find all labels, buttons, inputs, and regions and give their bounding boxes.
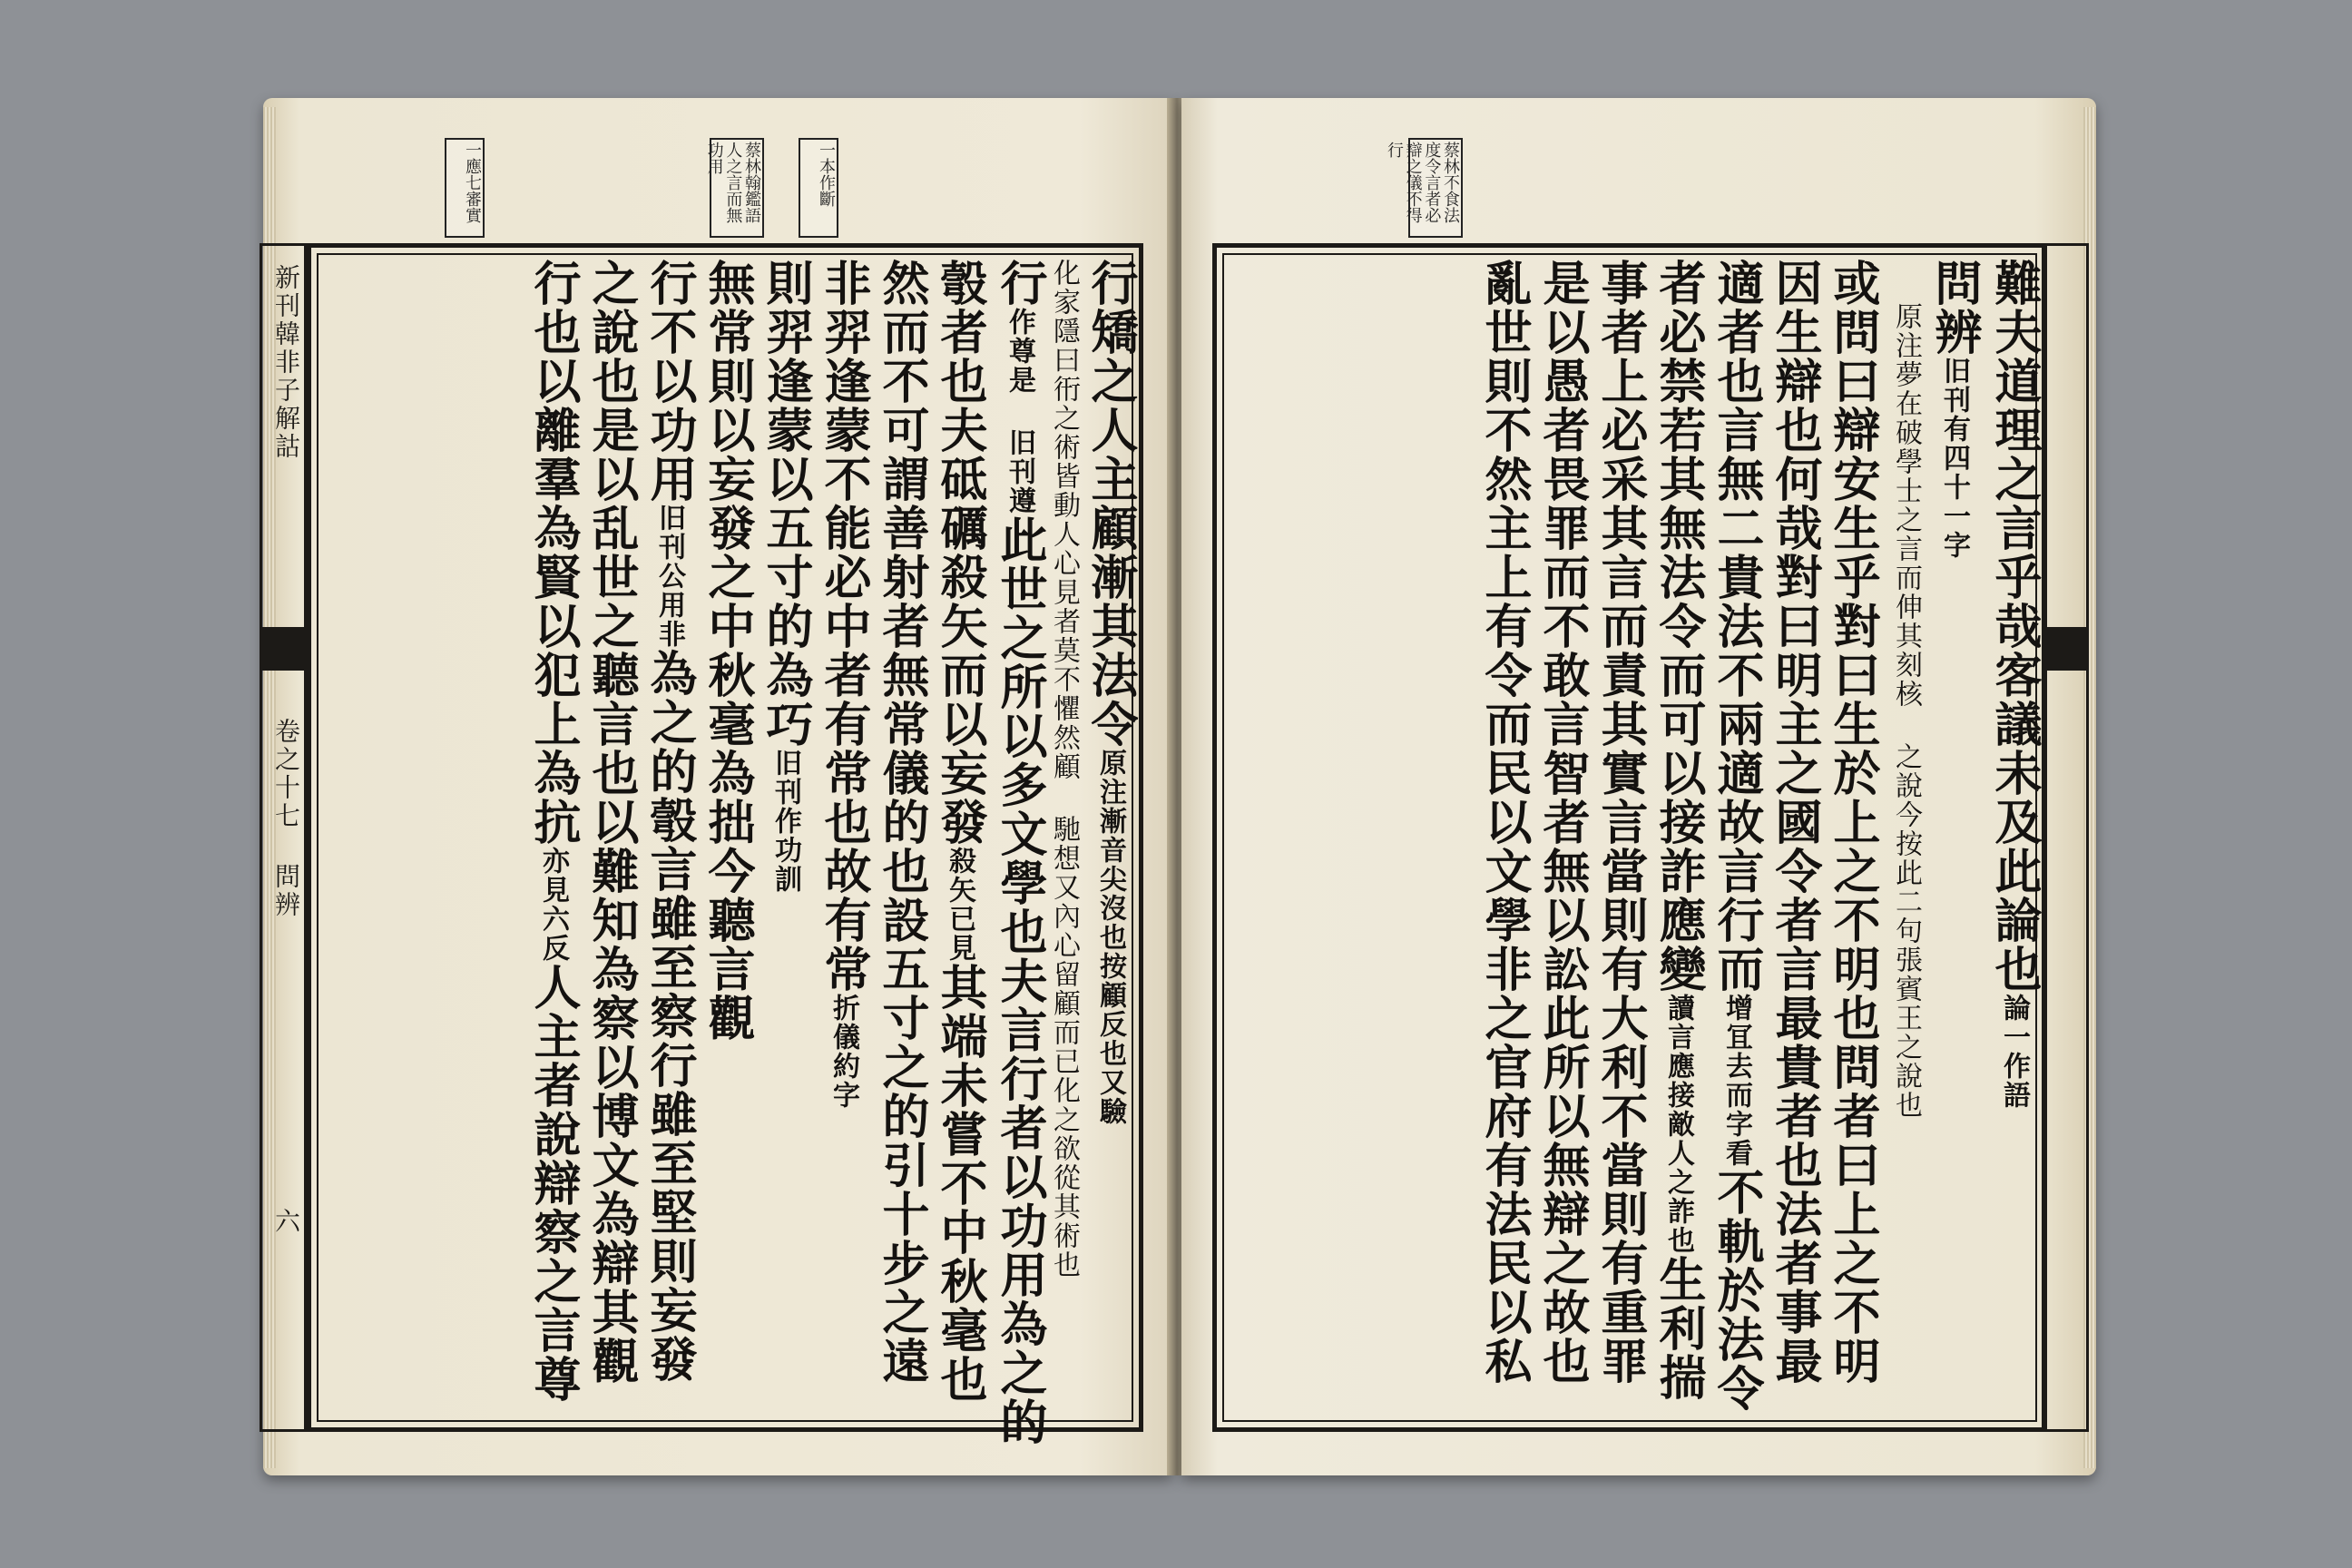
section-heading: 問辨 xyxy=(1926,259,1982,357)
right-spine-margin xyxy=(2042,243,2089,1432)
main-text: 為之的彀言雖至察行雖至堅則妄發 xyxy=(642,649,697,1384)
main-text: 行矯之人主顧漸其法令 xyxy=(1083,259,1138,749)
open-book xyxy=(263,98,2096,1475)
headnote: 蔡林不食法度令言者必辯之儀不得行 xyxy=(1408,138,1463,238)
annotation-text: 亦見六反 xyxy=(537,847,569,963)
left-spine-margin xyxy=(260,243,307,1432)
annotation-text: 折儀約字 xyxy=(828,994,859,1110)
text-column xyxy=(874,259,929,1416)
text-column xyxy=(816,259,871,1416)
main-text: 然而不可謂善射者無常儀的也設五寸之的引十步之遠 xyxy=(874,259,929,1386)
annotation-text: 旧刊作功訓 xyxy=(769,749,801,894)
main-text: 或問曰辯安生乎對曰生於上之不明也問者曰上之不明 xyxy=(1825,259,1880,1386)
left-text-frame xyxy=(307,243,1143,1446)
text-column xyxy=(583,259,639,1416)
text-column xyxy=(992,259,1047,1446)
left-page xyxy=(263,98,1172,1475)
right-page xyxy=(1181,98,2096,1475)
text-column xyxy=(1926,259,1982,1416)
annotation-text: 作尊是 旧刊遵 xyxy=(1004,308,1035,515)
annotation-text: 殺矢已見 xyxy=(944,847,975,963)
main-text: 生利揣 xyxy=(1651,1255,1706,1402)
text-column xyxy=(525,259,581,1416)
annotation-text: 旧刊有四十一字 xyxy=(1938,357,1970,560)
main-text: 彀者也夫砥礪殺矢而以妄發 xyxy=(932,259,987,847)
main-text: 此世之所以多文學也夫言行者以功用為之的 xyxy=(992,515,1047,1446)
text-column xyxy=(1083,259,1138,1416)
main-text: 亂世則不然主上有令而民以文學非之官府有法民以私 xyxy=(1476,259,1532,1386)
main-text: 行不以功用 xyxy=(642,259,697,504)
main-text: 行也以離羣為賢以犯上為抗 xyxy=(525,259,581,847)
main-text: 是以愚者畏罪而不敢言智者無以訟此所以無辯之故也 xyxy=(1534,259,1590,1386)
page-number: 六 xyxy=(271,1208,301,1236)
text-column xyxy=(932,259,987,1416)
headnote: 一本作斷 xyxy=(799,138,838,238)
main-text: 者必禁若其無法令而可以接詐應變 xyxy=(1651,259,1706,994)
main-text: 因生辯也何哉對曰明主之國令者言最貴者也法者事最 xyxy=(1767,259,1822,1386)
fishtail-mark xyxy=(262,627,304,671)
text-column xyxy=(1825,259,1880,1416)
main-text: 不軌於法令 xyxy=(1709,1168,1764,1413)
annotation-text: 原注漸音尖沒也按顧反也又驗 xyxy=(1094,749,1126,1126)
text-column xyxy=(1651,259,1706,1416)
text-column xyxy=(642,259,697,1416)
right-text-frame xyxy=(1212,243,2047,1432)
headnote: 蔡林翰鑑語人之言而無功用 xyxy=(710,138,764,238)
main-text: 非羿逢蒙不能必中者有常也故有常 xyxy=(816,259,871,994)
annotation-text: 增冝去而字看 xyxy=(1720,994,1752,1168)
chapter-label: 卷之十七 問辨 xyxy=(271,718,301,919)
headnote: 一應七審實 xyxy=(445,138,485,238)
text-column xyxy=(1986,259,2042,1416)
text-column xyxy=(1709,259,1764,1416)
text-column xyxy=(758,259,813,1416)
main-text: 行 xyxy=(992,259,1047,308)
annotation-text: 論一作語 xyxy=(1998,994,2030,1110)
annotation-text: 旧刊公用非 xyxy=(653,504,685,649)
text-column xyxy=(1767,259,1822,1416)
annotation-column: 原注夢在破學士之言而伸其刻核 之說今按此二句張賓王之說也 xyxy=(1890,302,1922,1120)
main-text: 適者也言無二貴法不兩適故言行而 xyxy=(1709,259,1764,994)
text-column xyxy=(700,259,755,1416)
main-text: 人主者說辯察之言尊 xyxy=(525,963,581,1404)
main-text: 之說也是以乱世之聽言也以難知為察以博文為辯其觀 xyxy=(583,259,639,1386)
main-text: 事者上必采其言而責其實言當則有大利不當則有重罪 xyxy=(1592,259,1648,1386)
main-text: 其端未嘗不中秋毫也 xyxy=(932,963,987,1404)
fishtail-mark xyxy=(2044,627,2086,671)
text-column xyxy=(1476,259,1532,1416)
annotation-text: 讀言應接敵人之詐也 xyxy=(1662,994,1694,1255)
book-title-label: 新刊韓非子解詁 xyxy=(271,264,301,461)
main-text: 無常則以妄發之中秋毫為拙今聽言觀 xyxy=(700,259,755,1043)
text-column xyxy=(1534,259,1590,1416)
main-text: 難夫道理之言乎哉客議未及此論也 xyxy=(1986,259,2042,994)
annotation-column: 化家隱曰衎之術皆動人心見者莫不懼然顧 馳想又內心留顧而已化之欲從其術也 xyxy=(1048,259,1080,1279)
main-text: 則羿逢蒙以五寸的為巧 xyxy=(758,259,813,749)
text-column xyxy=(1592,259,1648,1416)
